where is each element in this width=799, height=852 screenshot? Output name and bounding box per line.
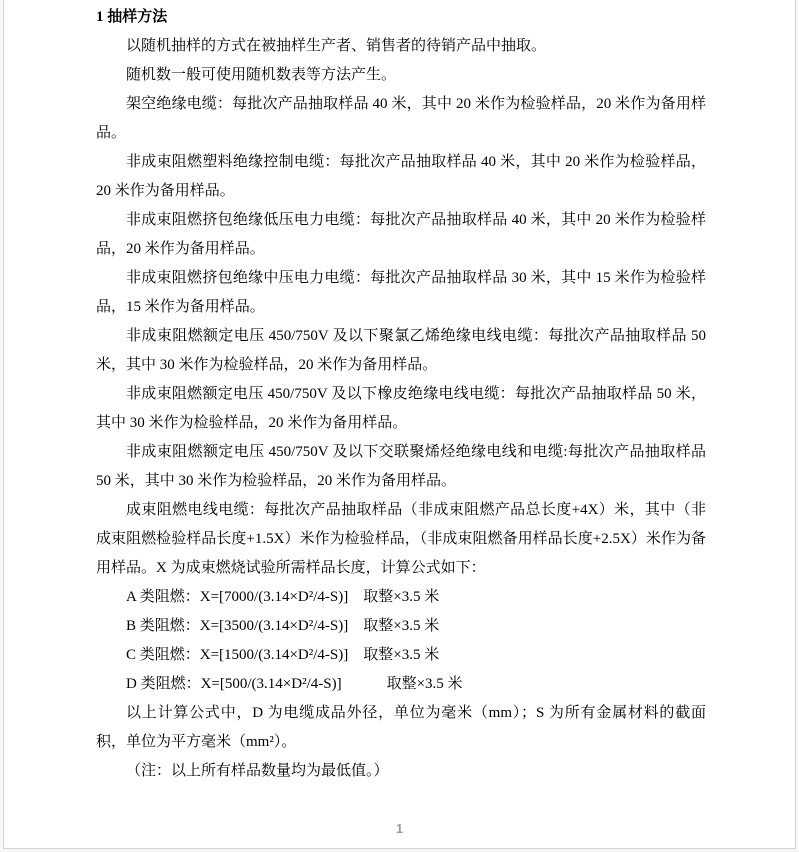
paragraph: 非成束阻燃额定电压 450/750V 及以下聚氯乙烯绝缘电线电缆：每批次产品抽取样品 50 米，其中 30 米作为检验样品，20 米作为备用样品。 <box>96 328 706 373</box>
section-heading: 1 抽样方法 <box>96 9 168 25</box>
formula-line-b: B 类阻燃：X=[3500/(3.14×D²/4-S)] 取整×3.5 米 <box>126 618 440 634</box>
paragraph: 非成束阻燃塑料绝缘控制电缆：每批次产品抽取样品 40 米，其中 20 米作为检验样品，20 米作为备用样品。 <box>96 154 706 199</box>
paragraph: 随机数一般可使用随机数表等方法产生。 <box>126 67 397 83</box>
formula-line-d: D 类阻燃：X=[500/(3.14×D²/4-S)] 取整×3.5 米 <box>126 676 463 692</box>
document-page <box>3 0 796 849</box>
formula-line-a: A 类阻燃：X=[7000/(3.14×D²/4-S)] 取整×3.5 米 <box>126 589 440 605</box>
page-number: 1 <box>395 821 404 836</box>
paragraph: 架空绝缘电缆：每批次产品抽取样品 40 米，其中 20 米作为检验样品，20 米作为备用样品。 <box>96 96 706 141</box>
paragraph: 非成束阻燃额定电压 450/750V 及以下交联聚烯烃绝缘电线和电缆:每批次产品抽取样品 50 米，其中 30 米作为检验样品，20 米作为备用样品。 <box>96 444 706 489</box>
paragraph: 以随机抽样的方式在被抽样生产者、销售者的待销产品中抽取。 <box>126 38 547 54</box>
document-body <box>96 3 706 786</box>
paragraph: 成束阻燃电线电缆：每批次产品抽取样品（非成束阻燃产品总长度+4X）米，其中（非成束阻燃检验样品长度+1.5X）米作为检验样品，（非成束阻燃备用样品长度+2.5X）米作为备用样品。X 为成束燃烧试验所需样品长度，计算公式如下： <box>96 502 706 576</box>
paragraph: 非成束阻燃额定电压 450/750V 及以下橡皮绝缘电线电缆：每批次产品抽取样品 50 米，其中 30 米作为检验样品，20 米作为备用样品。 <box>96 386 706 431</box>
paragraph: 非成束阻燃挤包绝缘低压电力电缆：每批次产品抽取样品 40 米，其中 20 米作为检验样品，20 米作为备用样品。 <box>96 212 706 257</box>
paragraph: （注：以上所有样品数量均为最低值。） <box>126 763 389 779</box>
paragraph: 非成束阻燃挤包绝缘中压电力电缆：每批次产品抽取样品 30 米，其中 15 米作为检验样品，15 米作为备用样品。 <box>96 270 706 315</box>
formula-line-c: C 类阻燃：X=[1500/(3.14×D²/4-S)] 取整×3.5 米 <box>126 647 440 663</box>
paragraph: 以上计算公式中，D 为电缆成品外径，单位为毫米（mm）；S 为所有金属材料的截面积，单位为平方毫米（mm²）。 <box>96 705 706 750</box>
